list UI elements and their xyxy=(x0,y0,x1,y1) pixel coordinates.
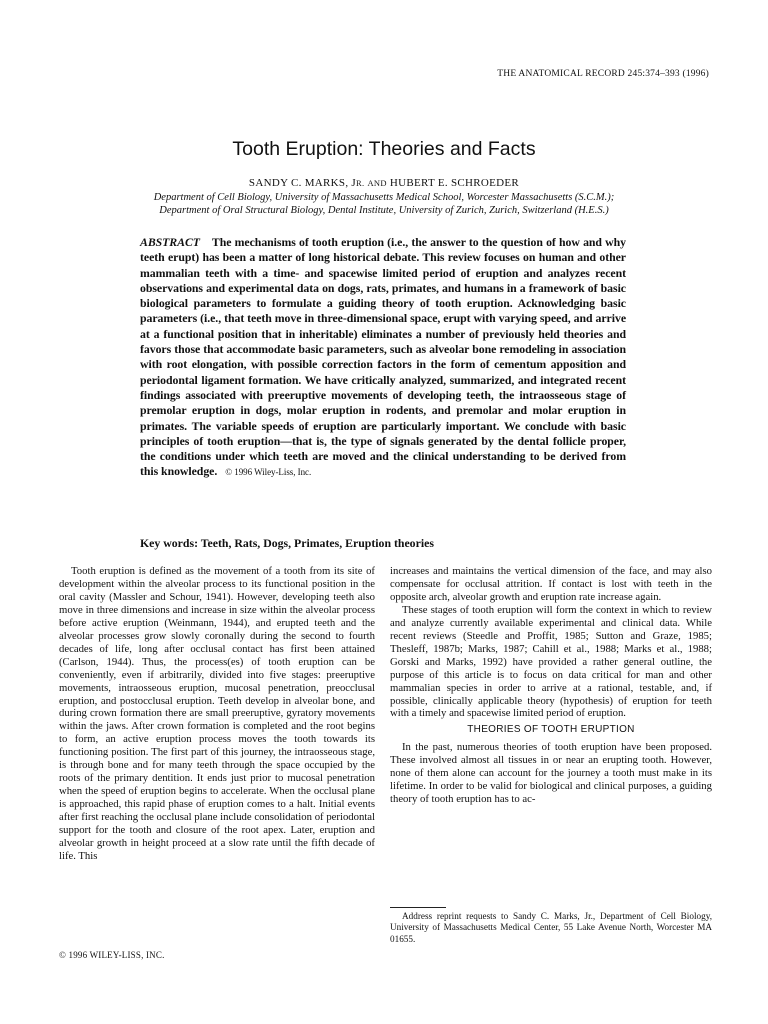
body-column-left xyxy=(59,565,375,863)
abstract xyxy=(140,235,626,481)
article-title: Tooth Eruption: Theories and Facts xyxy=(232,138,536,160)
author-line xyxy=(0,177,768,189)
affiliation: Department of Cell Biology, University of Massachusetts Medical School, Worcester Massachusetts (S.C.M.); Department of Oral Structural Biology, Dental Institute, University of Zurich, Zurich, Switzerland (H.E.S.) xyxy=(153,192,615,216)
body-column-right xyxy=(390,565,712,806)
abstract-label: ABSTRACT xyxy=(140,235,200,249)
author-conjunction: AND xyxy=(367,178,387,188)
author-1: SANDY C. MARKS, J xyxy=(248,177,356,189)
section-heading: THEORIES OF TOOTH ERUPTION xyxy=(467,724,635,736)
author-2: HUBERT E. SCHROEDER xyxy=(389,177,520,189)
author-1-suffix: R. xyxy=(356,178,365,188)
body-paragraph: Tooth eruption is defined as the movement of a tooth from its site of development within the alveolar process to its functional position in the oral cavity (Massler and Schour, 1941). However, developing teeth also move in three dimensions and increase in size within the alveolar process before active eruption (Weinmann, 1944), and erupted teeth and the alveolar processes grow slowly coronally during the second to fourth decades of life, long after occlusal contact has first been attained (Carlson, 1944). Thus, the process(es) of tooth eruption can be conveniently, even if arbitrarily, divided into five stages: preeruptive movements, intraosseous eruption, mucosal penetration, preocclusal eruption, and postocclusal eruption. Teeth develop in alveolar bone, and during crown formation there are small preeruptive, gyratory movements within the jaws. After crown formation is completed and the root begins to form, an active eruption process moves the tooth towards its functioning position. The first part of this journey, the intraosseous stage, is through bone and for many teeth through the space occupied by the roots of the primary dentition. It ends just prior to mucosal penetration when the speed of eruption begins to accelerate. When the occlusal plane is approached, this rapid phase of eruption comes to a halt. Initial events after first reaching the occlusal plane include consolidation of periodontal support for the tooth and closure of the root apex. Later, eruption and alveolar growth in height proceed at a slow rate until the fifth decade of life. This xyxy=(59,565,375,862)
body-paragraph: increases and maintains the vertical dimension of the face, and may also compensate for occlusal attrition. If contact is lost with teeth in the opposite arch, alveolar growth and eruption rate increase again. xyxy=(390,565,712,603)
keywords: Key words: Teeth, Rats, Dogs, Primates, Eruption theories xyxy=(140,536,434,550)
footnote-text: Address reprint requests to Sandy C. Marks, Jr., Department of Cell Biology, University of Massachusetts Medical Center, 55 Lake Avenue North, Worcester MA 01655. xyxy=(390,911,712,944)
footnote-rule xyxy=(390,907,446,908)
page-copyright: © 1996 WILEY-LISS, INC. xyxy=(59,950,165,960)
abstract-text: The mechanisms of tooth eruption (i.e., the answer to the question of how and why teeth erupt) has been a matter of long historical debate. This review focuses on human and other mammalian teeth with a time- and spacewise limited period of eruption and analyzes recent observations and experimental data on dogs, rats, primates, and humans in a framework of basic biological parameters to formulate a guiding theory of tooth eruption. Acknowledging basic parameters (i.e., that teeth move in three-dimensional space, erupt with varying speed, and arrive at a functional position that in inheritable) eliminates a number of previously held theories and favors those that accommodate basic parameters, such as alveolar bone remodeling in association with root elongation, with possible correction factors in the form of cementum apposition and periodontal ligament formation. We have critically analyzed, summarized, and integrated recent findings associated with preeruptive movements of developing teeth, the intraosseous stage of premolar eruption in dogs, molar eruption in rodents, and premolar and molar eruption in primates. The variable speeds of eruption are particularly important. We conclude with basic principles of tooth eruption—that is, the type of signals generated by the dental follicle proper, the conditions under which teeth are moved and the clinical understanding to be derived from this knowledge. xyxy=(140,235,626,479)
footnote xyxy=(390,907,712,945)
journal-citation: THE ANATOMICAL RECORD 245:374–393 (1996) xyxy=(497,69,709,79)
body-paragraph: These stages of tooth eruption will form the context in which to review and analyze currently available experimental and clinical data. While recent reviews (Steedle and Proffit, 1985; Sutton and Graze, 1985; Thesleff, 1987b; Marks, 1987; Cahill et al., 1988; Marks et al., 1988; Gorski and Marks, 1992) have provided a rather general outline, the purpose of this article is to focus on data critical for man and other mammalian species in order to arrive at a rational, testable, and, if possible, clinically applicable theory (hypothesis) of eruption for teeth with a timely and spacewise limited period of eruption. xyxy=(390,603,712,720)
abstract-copyright: © 1996 Wiley-Liss, Inc. xyxy=(225,467,312,478)
body-paragraph: In the past, numerous theories of tooth eruption have been proposed. These involved almost all tissues in or near an erupting tooth. However, none of them alone can account for the journey a tooth must make in its lifetime. In order to be valid for biological and clinical purposes, a guiding theory of tooth eruption has to ac- xyxy=(390,741,712,806)
